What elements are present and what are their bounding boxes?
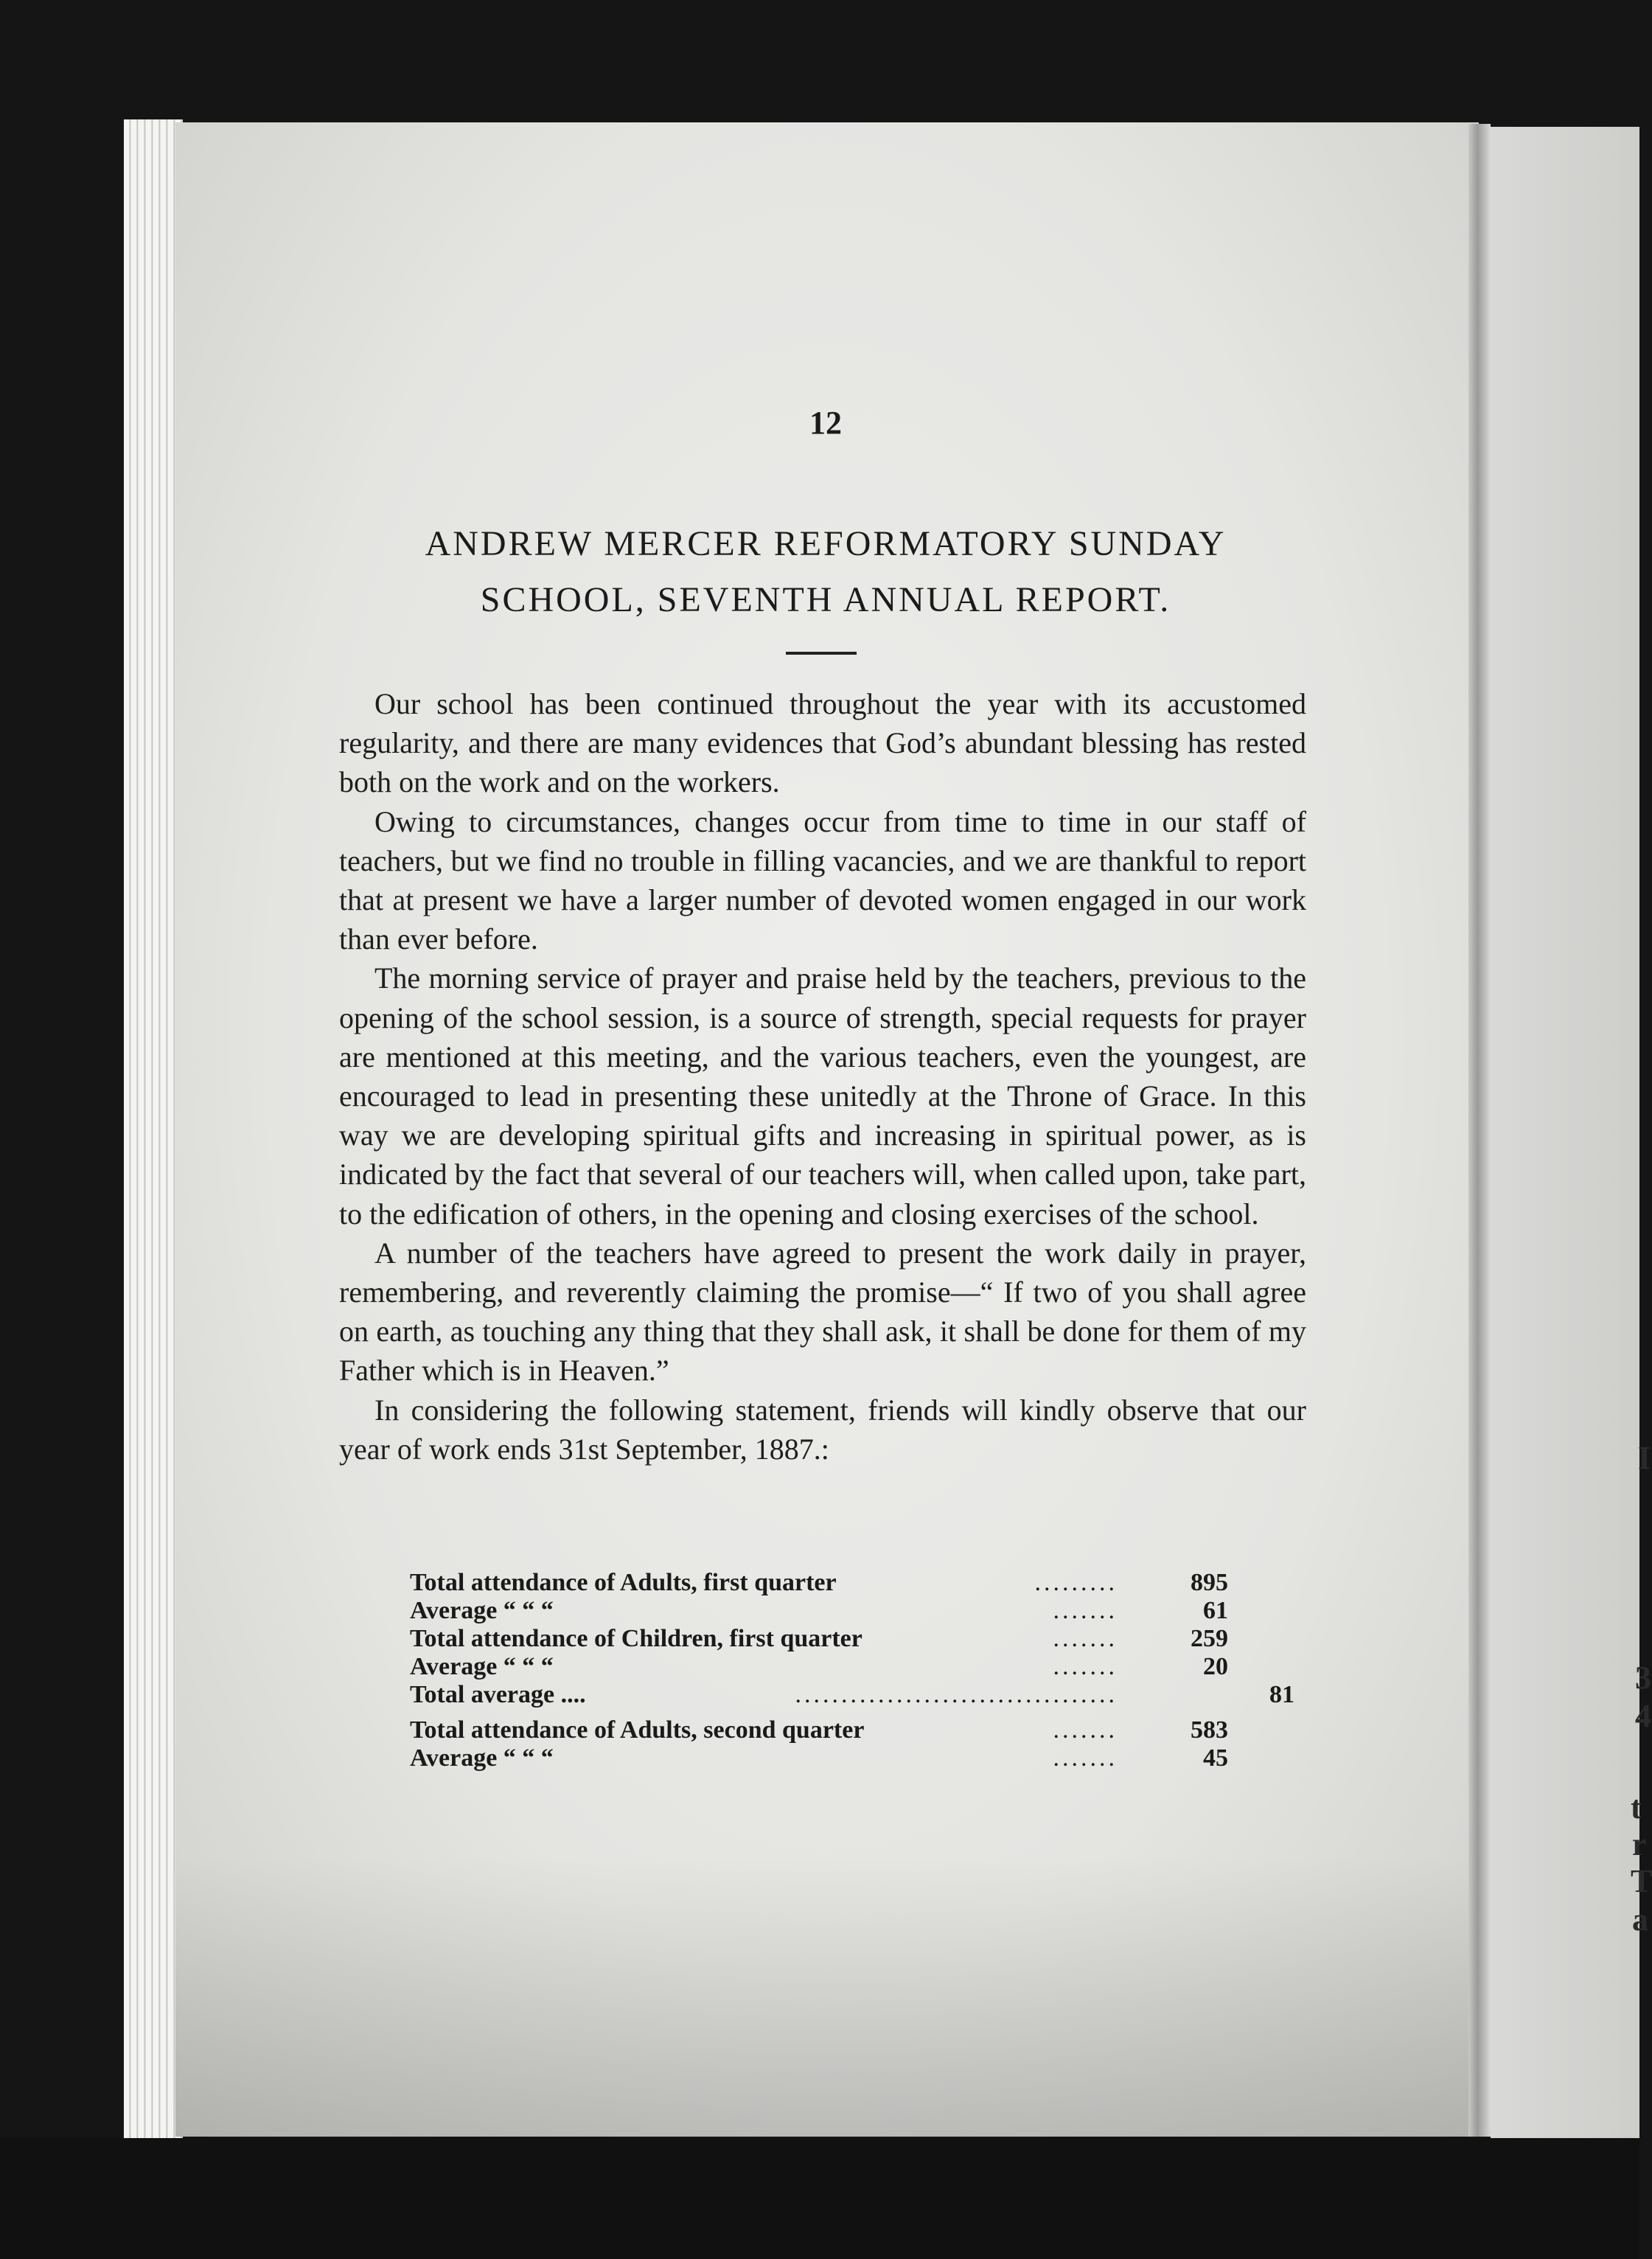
row-value: 583	[1191, 1716, 1228, 1744]
text-fragment: r	[1632, 1826, 1647, 1862]
adjacent-page	[1491, 127, 1652, 2138]
row-value: 259	[1191, 1625, 1228, 1652]
page-number: 12	[809, 405, 842, 441]
text-fragment: T	[1631, 1863, 1652, 1899]
title-line-2: SCHOOL, SEVENTH ANNUAL REPORT.	[480, 580, 1171, 619]
leader-dots: .......	[1053, 1597, 1118, 1624]
leader-dots: .......	[1053, 1744, 1118, 1772]
text-fragment: 4	[1635, 1698, 1651, 1734]
title-line-1: ANDREW MERCER REFORMATORY SUNDAY	[425, 524, 1227, 563]
row-value: 61	[1203, 1597, 1228, 1624]
scan-border	[0, 2138, 1639, 2259]
leader-dots: .......	[1053, 1653, 1118, 1680]
text-fragment: a	[1632, 1901, 1648, 1938]
row-label: Average “ “ “	[410, 1597, 554, 1624]
text-fragment: I	[1638, 1440, 1651, 1476]
table-row	[410, 1625, 1265, 1653]
row-label: Total attendance of Adults, second quarter	[410, 1716, 865, 1744]
row-label: Average “ “ “	[410, 1653, 554, 1680]
paragraph: A number of the teachers have agreed to present the work daily in prayer, remembering, and reverently claiming the promise—“ If two of you shall agree on earth, as touching any thing that they shall ask, it shall be done for them of my Father which is in Heaven.”	[339, 1236, 1306, 1388]
paragraph: In considering the following statement, friends will kindly observe that our year of work ends 31st September, 1887.:	[339, 1393, 1306, 1466]
table-row	[410, 1597, 1265, 1625]
row-label: Total attendance of Children, first quarter	[410, 1625, 862, 1652]
row-value: 895	[1191, 1569, 1228, 1596]
table-row	[410, 1569, 1265, 1597]
leader-dots: .........	[1034, 1569, 1118, 1596]
leader-dots: ...................................	[795, 1681, 1118, 1708]
table-row	[410, 1653, 1265, 1681]
row-label: Total attendance of Adults, first quarter	[410, 1569, 837, 1596]
paragraph: Owing to circumstances, changes occur from time to time in our staff of teachers, but we find no trouble in filling vacancies, and we are thankful to report that at present we have a larger number of devoted women engaged in our work than ever before.	[339, 804, 1306, 956]
page-stack-edge	[124, 119, 183, 2140]
leader-dots: .......	[1053, 1716, 1118, 1744]
row-total: 81	[1269, 1681, 1294, 1708]
title-divider	[786, 652, 857, 655]
row-label: Total average ....	[410, 1681, 586, 1708]
text-fragment: t	[1631, 1789, 1642, 1825]
leader-dots: .......	[1053, 1625, 1118, 1652]
attendance-table	[410, 1569, 1294, 1772]
table-row	[410, 1681, 1294, 1709]
table-row	[410, 1744, 1265, 1772]
report-body	[339, 684, 1306, 1469]
paragraph: The morning service of prayer and praise held by the teachers, previous to the opening of the school session, is a source of strength, special requests for prayer are mentioned at this meeting, and the various teachers, even the youngest, are encouraged to lead in presenting these unitedly at the Throne of Grace. In this way we are developing spiritual gifts and increasing in spiritual power, as is indicated by the fact that several of our teachers will, when called upon, take part, to the edification of others, in the opening and closing exercises of the school.	[339, 961, 1306, 1231]
text-fragment: 3	[1635, 1660, 1651, 1696]
table-row	[410, 1716, 1265, 1744]
report-title	[324, 516, 1327, 628]
row-value: 45	[1203, 1744, 1228, 1772]
book-gutter	[1468, 124, 1491, 2137]
paragraph: Our school has been continued throughout the year with its accustomed regularity, and there are many evidences that God’s abundant blessing has rested both on the work and on the workers.	[339, 687, 1306, 799]
row-value: 20	[1203, 1653, 1228, 1680]
row-label: Average “ “ “	[410, 1744, 554, 1772]
